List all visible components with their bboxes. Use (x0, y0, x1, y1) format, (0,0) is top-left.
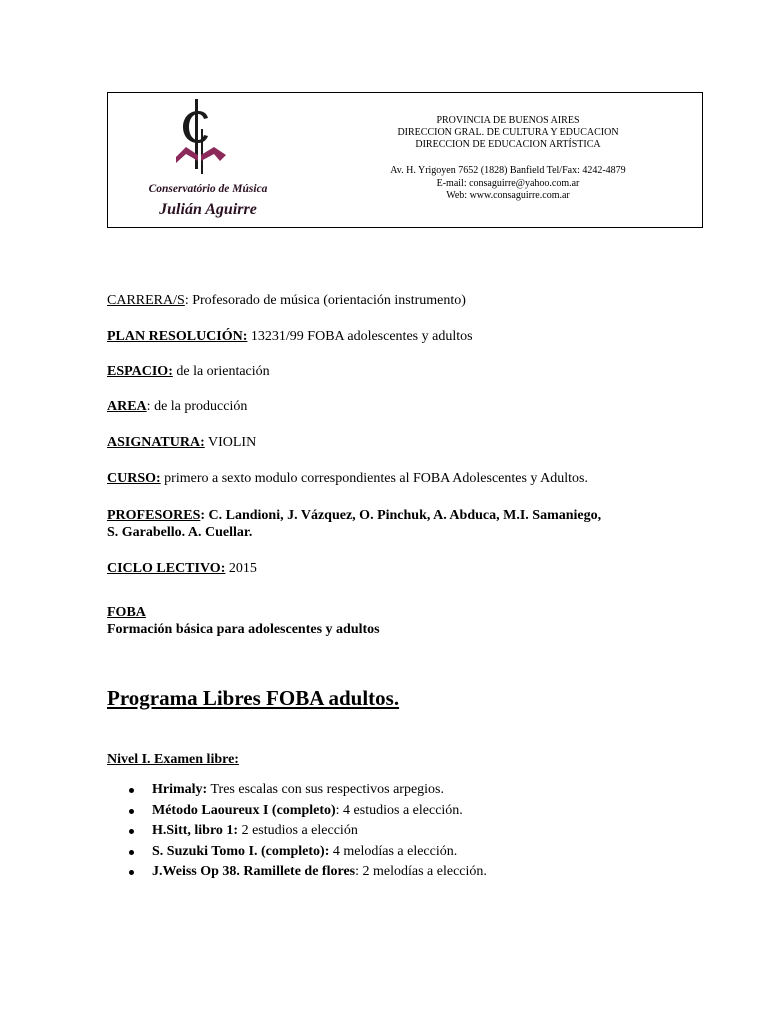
foba-subtitle: Formación básica para adolescentes y adultos (107, 622, 380, 637)
field-sep: : (184, 293, 193, 308)
contact-block (348, 165, 668, 203)
field-value: : C. Landioni, J. Vázquez, O. Pinchuk, A. Abduca, M.I. Samaniego, (200, 508, 602, 523)
field-value: 13231/99 FOBA adolescentes y adultos (247, 329, 473, 344)
field-value: de la producción (154, 399, 248, 414)
list-item (107, 842, 487, 863)
field-label: ESPACIO: (107, 364, 173, 379)
institution-line: DIRECCION DE EDUCACION ARTÍSTICA (415, 139, 601, 150)
item-text: : 4 estudios a elección. (335, 802, 463, 818)
institution-line: PROVINCIA DE BUENOS AIRES (436, 115, 580, 126)
field-espacio (107, 363, 270, 380)
email-line: E-mail: consaguirre@yahoo.com.ar (436, 177, 580, 189)
list-item (107, 780, 487, 801)
field-curso (107, 470, 588, 487)
institution-block (358, 115, 658, 151)
list-item (107, 801, 487, 822)
item-title: S. Suzuki Tomo I. (completo): (152, 843, 330, 859)
item-title: Hrimaly: (152, 782, 208, 797)
field-label: PROFESORES (107, 508, 201, 523)
field-sep: : (146, 399, 155, 414)
item-title: Método Laoureux I (completo) (152, 802, 336, 818)
list-item (107, 821, 487, 842)
program-list (107, 780, 487, 883)
item-text: 2 estudios a elección (238, 823, 358, 838)
conservatory-logo-icon (168, 99, 248, 179)
field-plan (107, 328, 473, 345)
field-area (107, 398, 247, 415)
field-carrera (107, 292, 466, 309)
field-ciclo (107, 560, 257, 577)
field-value: de la orientación (172, 364, 270, 379)
field-value-line2: S. Garabello. A. Cuellar. (107, 525, 253, 540)
program-title: Programa Libres FOBA adultos. (107, 686, 400, 710)
foba-title: FOBA (107, 605, 146, 620)
field-label: CARRERA/S (107, 293, 185, 308)
field-label: ASIGNATURA: (107, 435, 205, 450)
logo-name-line1: Conservatório de Música (148, 183, 268, 195)
field-value: VIOLIN (204, 435, 257, 450)
logo-name-line2: Julián Aguirre (159, 201, 257, 218)
conservatory-logo (108, 93, 308, 227)
field-label: PLAN RESOLUCIÓN: (107, 329, 248, 344)
field-profesores (107, 507, 601, 541)
item-text: Tres escalas con sus respectivos arpegios. (207, 782, 445, 797)
field-asignatura (107, 434, 256, 451)
field-label: AREA (107, 399, 147, 414)
letterhead (107, 92, 703, 228)
level-heading: Nivel I. Examen libre: (107, 752, 239, 767)
institution-line: DIRECCION GRAL. DE CULTURA Y EDUCACION (397, 127, 619, 138)
field-value: 2015 (225, 561, 257, 576)
foba-section (107, 604, 380, 638)
field-value: Profesorado de música (orientación instrumento) (192, 293, 466, 308)
item-text: : 2 melodías a elección. (355, 864, 487, 879)
item-title: J.Weiss Op 38. Ramillete de flores (152, 864, 356, 879)
field-label: CICLO LECTIVO: (107, 561, 226, 576)
item-text: 4 melodías a elección. (329, 843, 458, 859)
list-item (107, 862, 487, 883)
item-title: H.Sitt, libro 1: (152, 823, 239, 838)
web-line: Web: www.consaguirre.com.ar (446, 190, 570, 201)
address-line: Av. H. Yrigoyen 7652 (1828) Banfield Tel/Fax: 4242-4879 (390, 165, 626, 176)
field-label: CURSO: (107, 471, 161, 486)
field-value: primero a sexto modulo correspondientes al FOBA Adolescentes y Adultos. (160, 471, 588, 486)
